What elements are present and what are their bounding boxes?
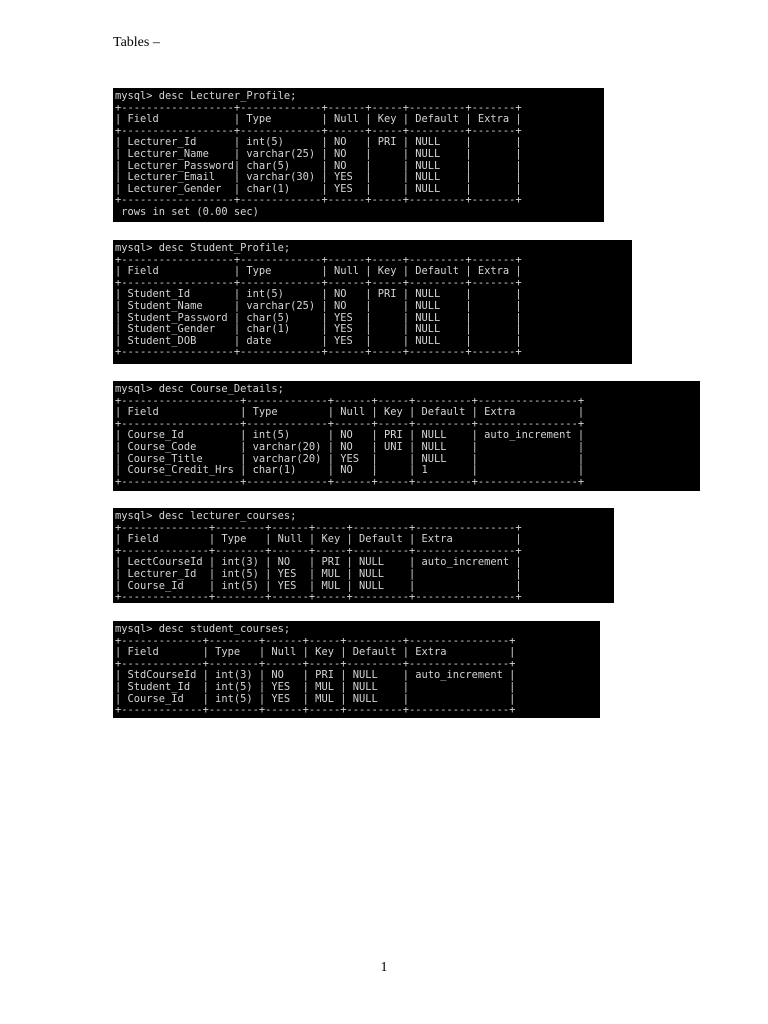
table-header: | Field | Type | Null | Key | Default | Extra |: [115, 113, 522, 126]
console-course-details: [113, 381, 700, 491]
table-row: | Student_Name | varchar(25) | NO | | NULL | |: [115, 299, 522, 312]
table-row: | Course_Id | int(5) | YES | MUL | NULL | |: [115, 579, 522, 592]
table-row: | Student_Id | int(5) | YES | MUL | NULL | |: [115, 680, 516, 693]
table-row: | LectCourseId | int(3) | NO | PRI | NULL | auto_increment |: [115, 556, 522, 569]
page-number: 1: [380, 960, 388, 975]
table-border: +------------------+-------------+------+-----+---------+-------+: [115, 253, 522, 266]
table-row: | Course_Credit_Hrs | char(1) | NO | | 1 | |: [115, 464, 585, 477]
table-border: +------------------+-------------+------+-----+---------+-------+: [115, 194, 522, 207]
table-row: | Course_Code | varchar(20) | NO | UNI | NULL | |: [115, 440, 585, 453]
table-row: | Lecturer_Id | int(5) | NO | PRI | NULL | |: [115, 136, 522, 149]
table-border: +-------------------+-------------+------+-----+---------+----------------+: [115, 394, 585, 407]
console-text: [113, 381, 700, 488]
result-summary: rows in set (0.00 sec): [115, 205, 259, 218]
console-student-profile: [113, 240, 632, 364]
table-border: +-------------+--------+------+-----+---------+----------------+: [115, 657, 516, 670]
table-row: | Lecturer_Email | varchar(30) | YES | | NULL | |: [115, 171, 522, 184]
table-border: +-------------------+-------------+------+-----+---------+----------------+: [115, 475, 585, 488]
table-row: | Lecturer_Name | varchar(25) | NO | | NULL | |: [115, 147, 522, 160]
table-row: | Course_Id | int(5) | NO | PRI | NULL | auto_increment |: [115, 429, 585, 442]
table-border: +------------------+-------------+------+-----+---------+-------+: [115, 124, 522, 137]
table-border: +------------------+-------------+------+-----+---------+-------+: [115, 101, 522, 114]
console-text: [113, 508, 614, 603]
table-row: | Course_Title | varchar(20) | YES | | NULL | |: [115, 452, 585, 465]
table-border: +--------------+--------+------+-----+---------+----------------+: [115, 591, 522, 603]
table-row: | Lecturer_Password| char(5) | NO | | NULL | |: [115, 159, 522, 172]
table-row: | StdCourseId | int(3) | NO | PRI | NULL | auto_increment |: [115, 669, 516, 682]
table-header: | Field | Type | Null | Key | Default | Extra |: [115, 646, 516, 659]
table-row: | Student_DOB | date | YES | | NULL | |: [115, 334, 522, 347]
table-row: | Student_Password | char(5) | YES | | NULL | |: [115, 311, 522, 324]
page-heading: Tables –: [113, 35, 160, 50]
table-header: | Field | Type | Null | Key | Default | Extra |: [115, 533, 522, 546]
console-text: [113, 621, 600, 717]
sql-command: mysql> desc Lecturer_Profile;: [115, 90, 297, 102]
sql-command: mysql> desc student_courses;: [115, 623, 291, 635]
table-row: | Lecturer_Id | int(5) | YES | MUL | NULL | |: [115, 567, 522, 580]
console-student-courses: [113, 621, 600, 718]
table-row: | Course_Id | int(5) | YES | MUL | NULL | |: [115, 692, 516, 705]
table-border: +-------------------+-------------+------+-----+---------+----------------+: [115, 417, 585, 430]
table-border: +-------------+--------+------+-----+---------+----------------+: [115, 634, 516, 647]
table-row: | Student_Gender | char(1) | YES | | NULL | |: [115, 323, 522, 336]
table-border: +--------------+--------+------+-----+---------+----------------+: [115, 521, 522, 534]
sql-command: mysql> desc Course_Details;: [115, 383, 284, 395]
sql-command: mysql> desc lecturer_courses;: [115, 510, 297, 522]
table-header: | Field | Type | Null | Key | Default | Extra |: [115, 265, 522, 278]
table-header: | Field | Type | Null | Key | Default | Extra |: [115, 406, 585, 419]
console-text: [113, 88, 604, 219]
table-border: +--------------+--------+------+-----+---------+----------------+: [115, 544, 522, 557]
console-text: [113, 240, 632, 359]
table-border: +------------------+-------------+------+-----+---------+-------+: [115, 346, 522, 359]
sql-command: mysql> desc Student_Profile;: [115, 242, 291, 254]
table-border: +------------------+-------------+------+-----+---------+-------+: [115, 276, 522, 289]
table-row: | Student_Id | int(5) | NO | PRI | NULL | |: [115, 288, 522, 301]
console-lecturer-courses: [113, 508, 614, 603]
table-border: +-------------+--------+------+-----+---------+----------------+: [115, 704, 516, 717]
console-lecturer-profile: [113, 88, 604, 222]
table-row: | Lecturer_Gender | char(1) | YES | | NULL | |: [115, 182, 522, 195]
